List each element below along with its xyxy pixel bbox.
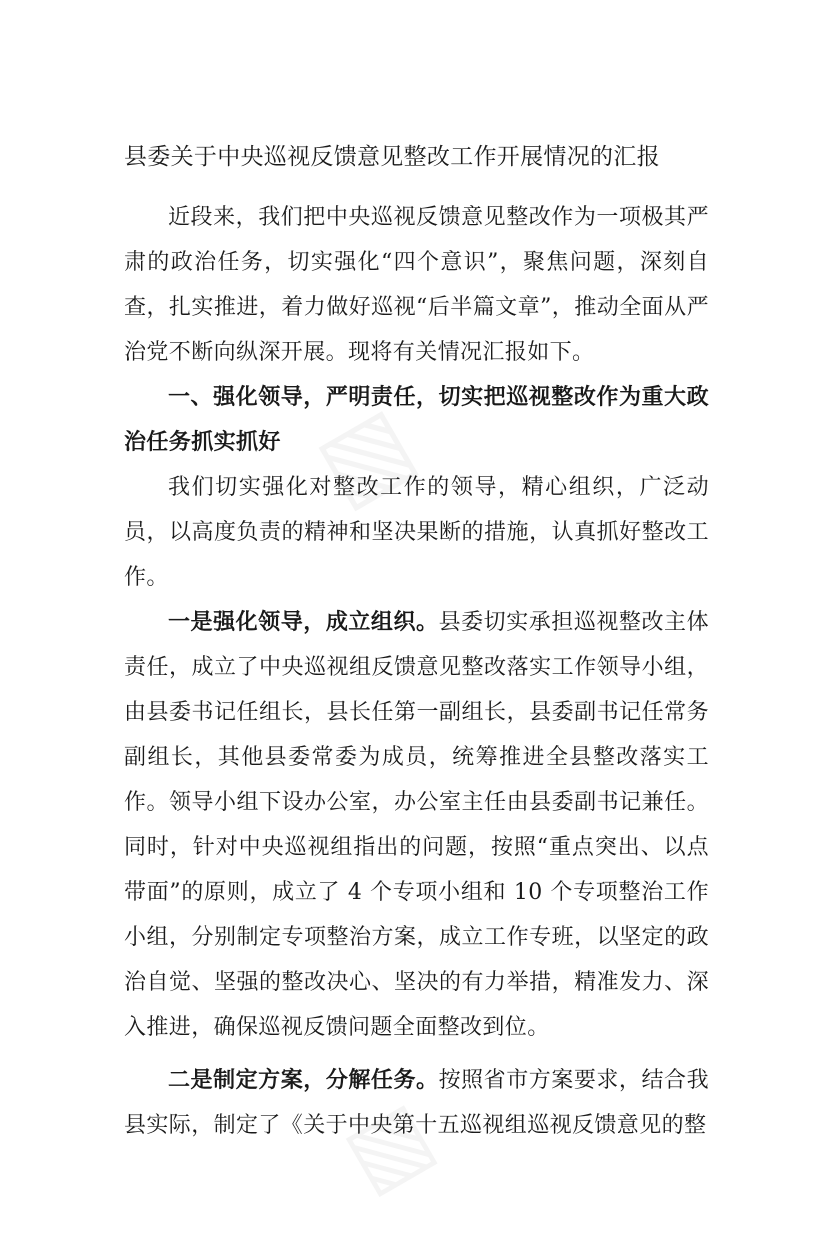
item-1-lead: 一是强化领导，成立组织。 [168, 609, 439, 635]
item-2-lead: 二是制定方案，分解任务。 [168, 1067, 439, 1093]
item-2-paragraph [124, 1058, 709, 1148]
item-1-paragraph [124, 600, 709, 1050]
intro-paragraph: 近段来，我们把中央巡视反馈意见整改作为一项极其严肃的政治任务，切实强化“四个意识”，聚焦问题，深刻自查，扎实推进，着力做好巡视“后半篇文章”，推动全面从严治党不断向纵深开展。现将有关情况汇报如下。 [124, 205, 709, 365]
section-1-heading: 一、强化领导，严明责任，切实把巡视整改作为重大政治任务抓实抓好 [124, 384, 709, 455]
document-title: 县委关于中央巡视反馈意见整改工作开展情况的汇报 [124, 144, 660, 170]
item-1-body: 县委切实承担巡视整改主体责任，成立了中央巡视组反馈意见整改落实工作领导小组，由县委书记任组长，县长任第一副组长，县委副书记任常务副组长，其他县委常委为成员，统筹推进全县整改落实工作。领导小组下设办公室，办公室主任由县委副书记兼任。同时，针对中央巡视组指出的问题，按照“重点突出、以点带面”的原则，成立了 4 个专项小组和 10 个专项整治工作小组，分别制定专项整治方案，成立工作专班，以坚定的政治自觉、坚强的整改决心、坚决的有力举措，精准发力、深入推进，确保巡视反馈问题全面整改到位。 [124, 610, 709, 1040]
section-1-intro: 我们切实强化对整改工作的领导，精心组织，广泛动员，以高度负责的精神和坚决果断的措施，认真抓好整改工作。 [124, 475, 709, 590]
document-body [124, 195, 709, 1148]
item-2-body: 按照省市方案要求，结合我县实际，制定了《关于中央第十五巡视组巡视反馈意见的整 [124, 1068, 709, 1138]
